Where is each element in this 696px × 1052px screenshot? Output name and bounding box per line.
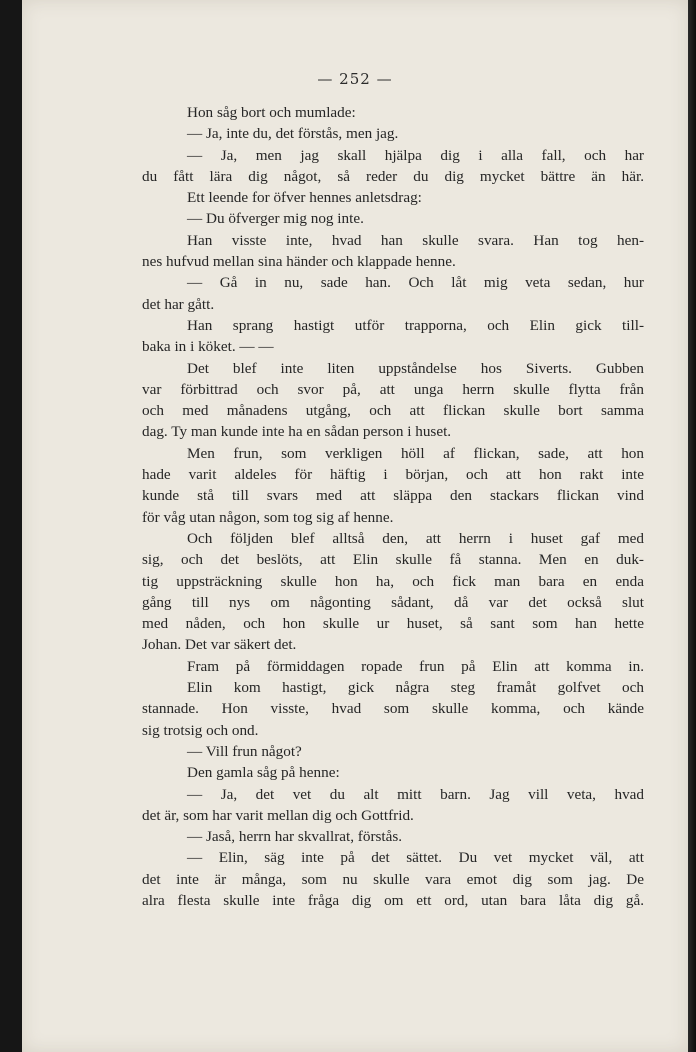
text-line: tig uppsträckning skulle hon ha, och fick man bara en enda bbox=[142, 572, 644, 590]
text-line: dag. Ty man kunde inte ha en sådan person i huset. bbox=[142, 423, 452, 441]
text-line: och med månadens utgång, och att flickan skulle bort samma bbox=[142, 402, 644, 420]
text-line: — Elin, säg inte på det sättet. Du vet mycket väl, att bbox=[187, 849, 644, 867]
text-line: Han visste inte, hvad han skulle svara. Han tog hen- bbox=[187, 231, 644, 249]
text-line: var förbittrad och svor på, att unga herrn skulle flytta från bbox=[142, 380, 644, 398]
page-edge bbox=[688, 0, 696, 1052]
page-number: — 252 — bbox=[317, 70, 393, 88]
text-line: det inte är många, som nu skulle vara emot dig som jag. De bbox=[142, 870, 644, 888]
text-line: — Jaså, herrn har skvallrat, förstås. bbox=[187, 828, 403, 846]
text-line: Fram på förmiddagen ropade frun på Elin att komma in. bbox=[187, 657, 644, 675]
text-line: — Ja, inte du, det förstås, men jag. bbox=[187, 125, 399, 143]
text-line: kunde stå till svars med att släppa den stackars flickan vind bbox=[142, 487, 644, 505]
text-line: hade varit aldeles för häftig i början, och att hon rakt inte bbox=[142, 466, 644, 484]
body-text bbox=[142, 102, 644, 911]
text-line: du fått lära dig något, så reder du dig mycket bättre än här. bbox=[142, 167, 644, 185]
text-line: Och följden blef alltså den, att herrn i huset gaf med bbox=[187, 529, 644, 547]
text-line: — Ja, men jag skall hjälpa dig i alla fall, och har bbox=[187, 146, 644, 164]
text-line: Hon såg bort och mumlade: bbox=[187, 104, 356, 121]
book-page bbox=[22, 0, 688, 1052]
text-line: Det blef inte liten uppståndelse hos Siverts. Gubben bbox=[187, 359, 644, 377]
text-line: med nåden, och hon skulle ur huset, så sant som han hette bbox=[142, 615, 644, 633]
text-line: Johan. Det var säkert det. bbox=[142, 636, 297, 654]
text-line: Men frun, som verkligen höll af flickan, sade, att hon bbox=[187, 444, 644, 462]
text-line: sig trotsig och ond. bbox=[142, 721, 259, 739]
text-line: för våg utan någon, som tog sig af henne. bbox=[142, 508, 394, 526]
text-line: stannade. Hon visste, hvad som skulle komma, och kände bbox=[142, 700, 644, 718]
text-line: det är, som har varit mellan dig och Gottfrid. bbox=[142, 806, 414, 824]
text-line: Han sprang hastigt utför trapporna, och Elin gick till- bbox=[187, 316, 644, 334]
text-line: nes hufvud mellan sina händer och klappade henne. bbox=[142, 253, 456, 271]
text-line: — Du öfverger mig nog inte. bbox=[187, 210, 364, 228]
text-line: baka in i köket. — — bbox=[142, 338, 274, 356]
text-line: — Vill frun något? bbox=[187, 742, 302, 760]
text-line: Den gamla såg på henne: bbox=[187, 764, 340, 782]
text-line: Elin kom hastigt, gick några steg framåt golfvet och bbox=[187, 679, 644, 697]
text-line: det har gått. bbox=[142, 295, 215, 313]
text-line: alra flesta skulle inte fråga dig om ett ord, utan bara låta dig gå. bbox=[142, 891, 644, 909]
text-line: gång till nys om någonting sådant, då var det också slut bbox=[142, 593, 644, 611]
text-line: Ett leende for öfver hennes anletsdrag: bbox=[187, 189, 422, 207]
text-line: sig, och det beslöts, att Elin skulle få stanna. Men en duk- bbox=[142, 551, 644, 569]
text-line: — Gå in nu, sade han. Och låt mig veta sedan, hur bbox=[187, 274, 644, 292]
text-line: — Ja, det vet du alt mitt barn. Jag vill veta, hvad bbox=[187, 785, 644, 803]
